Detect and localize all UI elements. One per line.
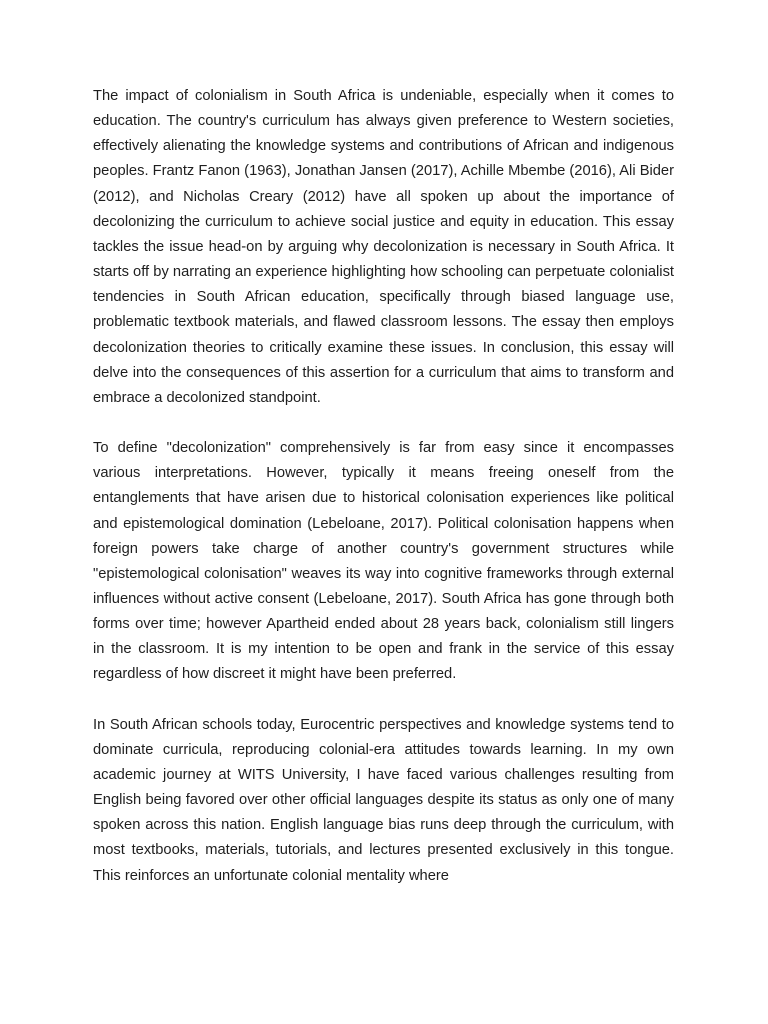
paragraph-definition: To define "decolonization" comprehensively is far from easy since it encompasses various interpretations. However, typically it means freeing oneself from the entanglements that have arisen due to historical colonisation experiences like political and epistemological domination (Lebeloane, 2017). Political colonisation happens when foreign powers take charge of another country's government structures while "epistemological colonisation" weaves its way into cognitive frameworks through external influences without active consent (Lebeloane, 2017). South Africa has gone through both forms over time; however Apartheid ended about 28 years back, colonialism still lingers in the classroom. It is my intention to be open and frank in the service of this essay regardless of how discreet it might have been preferred. (93, 440, 674, 683)
paragraph-introduction: The impact of colonialism in South Africa is undeniable, especially when it comes to education. The country's curriculum has always given preference to Western societies, effectively alienating the knowledge systems and contributions of African and indigenous peoples. Frantz Fanon (1963), Jonathan Jansen (2017), Achille Mbembe (2016), Ali Bider (2012), and Nicholas Creary (2012) have all spoken up about the importance of decolonizing the curriculum to achieve social justice and equity in education. This essay tackles the issue head-on by arguing why decolonization is necessary in South Africa. It starts off by narrating an experience highlighting how schooling can perpetuate colonialist tendencies in South African education, specifically through biased language use, problematic textbook materials, and flawed classroom lessons. The essay then employs decolonization theories to critically examine these issues. In conclusion, this essay will delve into the consequences of this assertion for a curriculum that aims to transform and embrace a decolonized standpoint. (93, 88, 674, 406)
paragraph-schools: In South African schools today, Eurocentric perspectives and knowledge systems tend to dominate curricula, reproducing colonial-era attitudes towards learning. In my own academic journey at WITS University, I have faced various challenges resulting from English being favored over other official languages despite its status as only one of many spoken across this nation. English language bias runs deep through the curriculum, with most textbooks, materials, tutorials, and lectures presented exclusively in this tongue. This reinforces an unfortunate colonial mentality where (93, 716, 674, 884)
document-body (93, 84, 674, 889)
